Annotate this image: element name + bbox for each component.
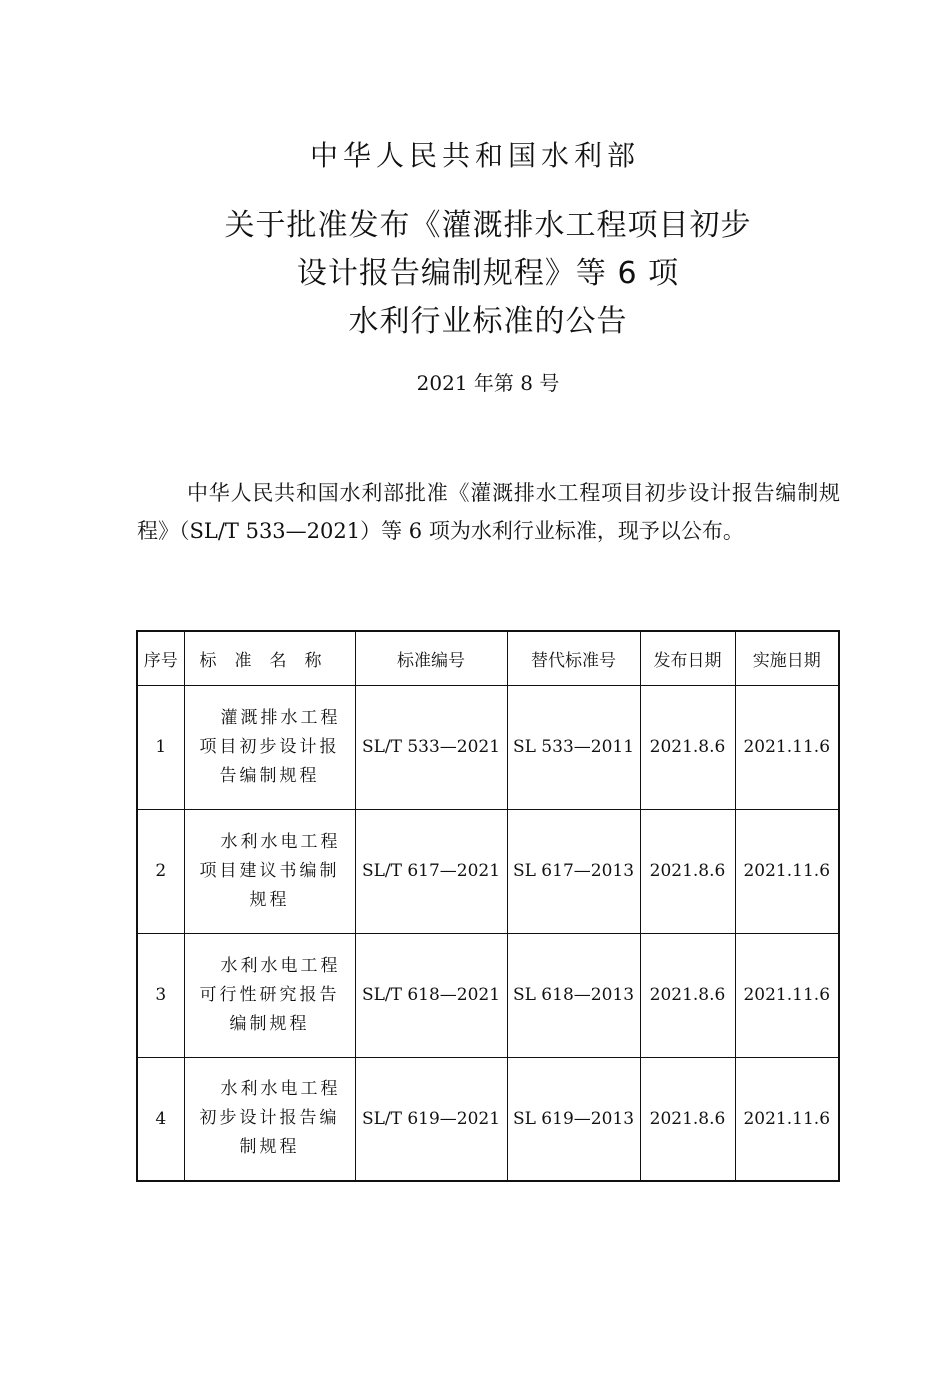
name-line: 水利水电工程 xyxy=(220,955,341,976)
standards-table xyxy=(136,630,840,1182)
name-line: 项目建议书编制 xyxy=(199,860,340,881)
row-standard-code: SL/T 619—2021 xyxy=(355,1057,507,1181)
row-effective-date: 2021.11.6 xyxy=(735,685,839,809)
name-line: 编制规程 xyxy=(229,1013,310,1034)
row-serial-number: 4 xyxy=(137,1057,184,1181)
name-line: 规程 xyxy=(249,889,290,910)
row-publish-date: 2021.8.6 xyxy=(640,933,735,1057)
table-row xyxy=(137,809,839,933)
name-line: 水利水电工程 xyxy=(220,1079,341,1100)
name-line: 项目初步设计报 xyxy=(199,736,340,757)
row-effective-date: 2021.11.6 xyxy=(735,809,839,933)
row-effective-date: 2021.11.6 xyxy=(735,933,839,1057)
row-standard-code: SL/T 533—2021 xyxy=(355,685,507,809)
table-row xyxy=(137,933,839,1057)
name-line: 告编制规程 xyxy=(219,765,320,786)
name-line: 水利水电工程 xyxy=(220,831,341,852)
body-paragraph: 中华人民共和国水利部批准《灌溉排水工程项目初步设计报告编制规程》（SL/T 533—2021）等 6 项为水利行业标准，现予以公布。 xyxy=(137,481,840,543)
table-row xyxy=(137,685,839,809)
header-serial-number: 序号 xyxy=(137,631,184,685)
table-header-row xyxy=(137,631,839,685)
row-standard-name xyxy=(184,685,355,809)
row-publish-date: 2021.8.6 xyxy=(640,685,735,809)
row-serial-number: 1 xyxy=(137,685,184,809)
row-standard-code: SL/T 618—2021 xyxy=(355,933,507,1057)
table-row xyxy=(137,1057,839,1181)
row-effective-date: 2021.11.6 xyxy=(735,1057,839,1181)
name-line: 可行性研究报告 xyxy=(199,984,340,1005)
header-effective-date: 实施日期 xyxy=(735,631,839,685)
header-replaced-code: 替代标准号 xyxy=(507,631,640,685)
name-line: 制规程 xyxy=(239,1137,300,1158)
row-standard-name xyxy=(184,809,355,933)
row-publish-date: 2021.8.6 xyxy=(640,809,735,933)
announcement-title-line-1: 关于批准发布《灌溉排水工程项目初步 xyxy=(224,208,752,243)
header-standard-name: 标准名称 xyxy=(184,631,355,685)
row-standard-name xyxy=(184,933,355,1057)
header-standard-code: 标准编号 xyxy=(355,631,507,685)
header-publish-date: 发布日期 xyxy=(640,631,735,685)
name-line: 初步设计报告编 xyxy=(199,1108,340,1129)
row-replaced-code: SL 617—2013 xyxy=(507,809,640,933)
name-line: 灌溉排水工程 xyxy=(220,707,341,728)
row-serial-number: 2 xyxy=(137,809,184,933)
row-replaced-code: SL 618—2013 xyxy=(507,933,640,1057)
row-publish-date: 2021.8.6 xyxy=(640,1057,735,1181)
announcement-title-line-3: 水利行业标准的公告 xyxy=(348,304,628,339)
row-standard-code: SL/T 617—2021 xyxy=(355,809,507,933)
row-standard-name xyxy=(184,1057,355,1181)
issue-number: 2021 年第 8 号 xyxy=(416,371,560,395)
ministry-name: 中华人民共和国水利部 xyxy=(309,139,640,172)
row-replaced-code: SL 533—2011 xyxy=(507,685,640,809)
row-replaced-code: SL 619—2013 xyxy=(507,1057,640,1181)
announcement-title-line-2: 设计报告编制规程》等 6 项 xyxy=(296,256,680,291)
row-serial-number: 3 xyxy=(137,933,184,1057)
